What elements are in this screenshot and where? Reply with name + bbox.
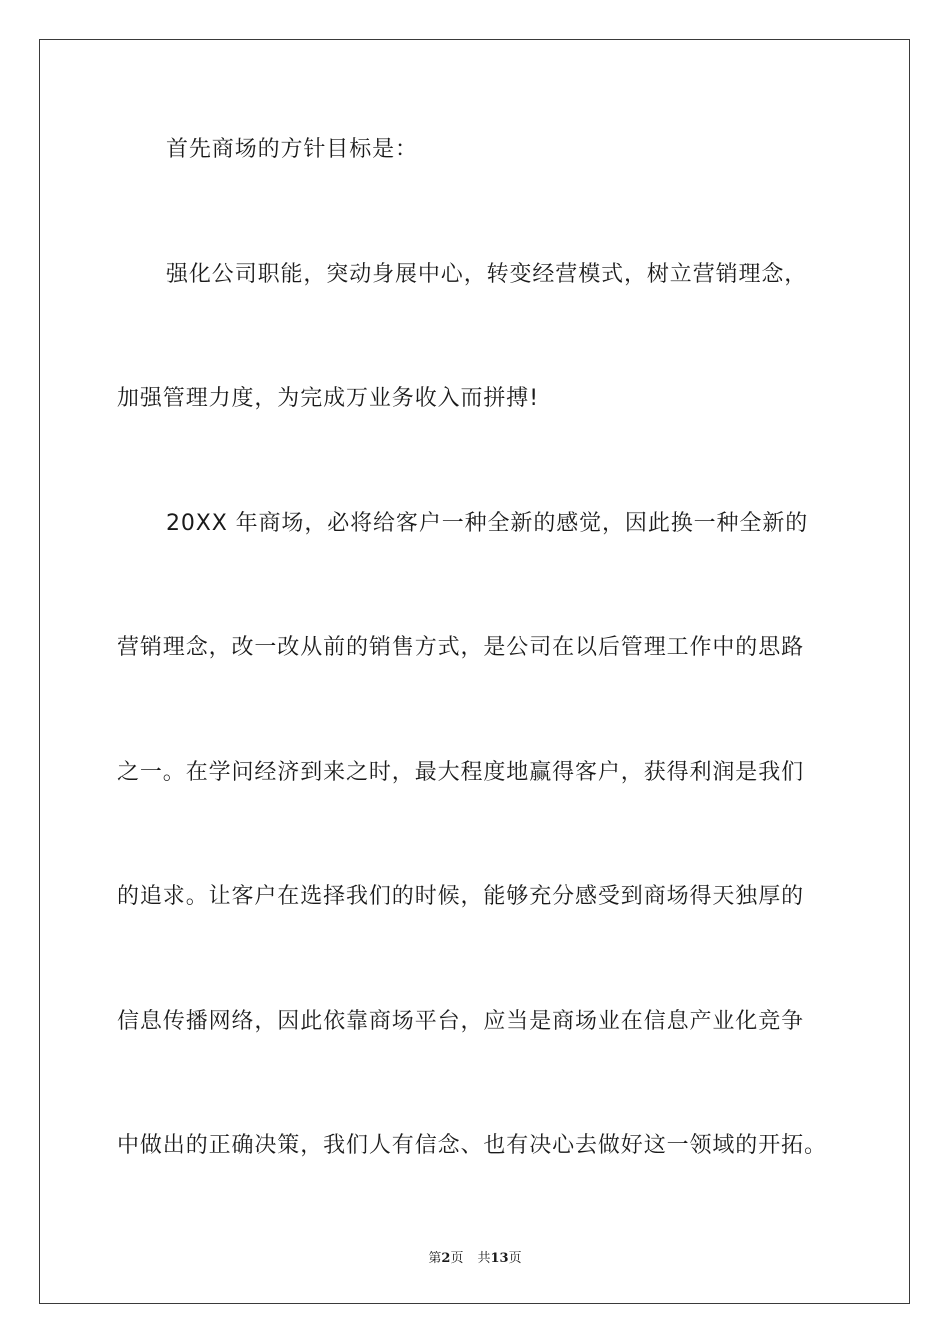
- paragraph-line: 营销理念，改一改从前的销售方式，是公司在以后管理工作中的思路: [117, 635, 805, 660]
- paragraph-line: 首先商场的方针目标是：: [166, 137, 418, 162]
- page-prefix: 第: [428, 1251, 442, 1266]
- page-border: [39, 39, 910, 1304]
- total-prefix: 共: [477, 1251, 491, 1266]
- paragraph-line: 之一。在学问经济到来之时，最大程度地赢得客户，获得利润是我们: [117, 760, 805, 785]
- paragraph-line: 的追求。让客户在选择我们的时候，能够充分感受到商场得天独厚的: [117, 884, 805, 909]
- paragraph-line: 加强管理力度，为完成万业务收入而拼搏!: [117, 386, 539, 411]
- paragraph-line: 信息传播网络，因此依靠商场平台，应当是商场业在信息产业化竞争: [117, 1009, 805, 1034]
- paragraph-line: 强化公司职能，突动身展中心，转变经营模式，树立营销理念，: [166, 262, 808, 287]
- paragraph-line: 中做出的正确决策，我们人有信念、也有决心去做好这一领域的开拓。: [117, 1133, 827, 1158]
- total-pages: 13: [490, 1251, 509, 1266]
- paragraph-line: 20XX 年商场，必将给客户一种全新的感觉，因此换一种全新的: [166, 511, 809, 536]
- total-suffix: 页: [508, 1251, 522, 1266]
- page-number: 2: [441, 1251, 451, 1266]
- page-footer: [0, 1247, 950, 1266]
- page-suffix: 页: [450, 1251, 464, 1266]
